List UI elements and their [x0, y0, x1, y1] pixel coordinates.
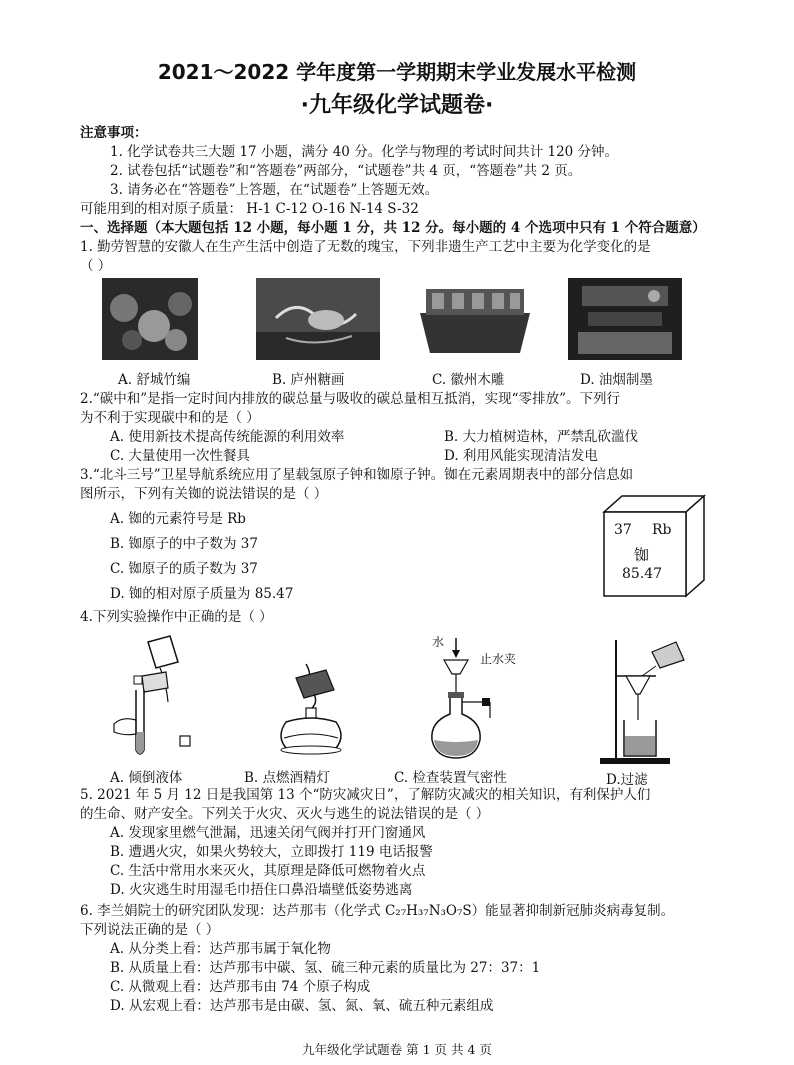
q5-option-c: C. 生活中常用水来灭火，其原理是降低可燃物着火点	[110, 863, 426, 879]
q1-image-ink-making	[568, 278, 682, 360]
q1-option-d: D. 油烟制墨	[580, 372, 653, 388]
q4-option-a: A. 倾倒液体	[110, 770, 183, 786]
q2-option-d: D. 利用风能实现清洁发电	[444, 448, 598, 464]
exam-subtitle: ·九年级化学试题卷·	[300, 93, 494, 118]
q6-option-b: B. 从质量上看：达芦那韦中碳、氢、硫三种元素的质量比为 27：37：1	[110, 960, 541, 976]
notice-item-2: 2. 试卷包括“试题卷”和“答题卷”两部分，“试题卷”共 4 页，“答题卷”共 2 页。	[110, 163, 582, 179]
q4-label-water: 水	[432, 635, 445, 649]
q3-stem-line2: 图所示，下列有关铷的说法错误的是（ ）	[80, 486, 328, 502]
element-symbol: Rb	[652, 522, 672, 538]
q2-option-c: C. 大量使用一次性餐具	[110, 448, 250, 464]
q4-option-c: C. 检查装置气密性	[394, 770, 507, 786]
element-atomic-mass: 85.47	[622, 566, 663, 582]
q4-label-clamp: 止水夹	[480, 652, 517, 666]
q4-image-lighting-lamp	[266, 660, 356, 764]
q4-option-d: D.过滤	[606, 772, 648, 788]
q1-image-bamboo-weaving	[102, 278, 198, 360]
q1-image-sugar-painting	[256, 278, 380, 360]
rubidium-element-cube	[600, 494, 710, 603]
notice-item-1: 1. 化学试卷共三大题 17 小题，满分 40 分。化学与物理的考试时间共计 120 分钟。	[110, 144, 619, 160]
page-footer: 九年级化学试题卷 第 1 页 共 4 页	[302, 1042, 492, 1057]
q1-option-a: A. 舒城竹编	[118, 372, 191, 388]
q4-image-pouring-liquid	[108, 632, 208, 766]
q5-option-b: B. 遭遇火灾，如果火势较大，立即拨打 119 电话报警	[110, 844, 433, 860]
atomic-masses: 可能用到的相对原子质量： H-1 C-12 O-16 N-14 S-32	[80, 201, 419, 217]
q4-option-b: B. 点燃酒精灯	[244, 770, 331, 786]
q3-option-a: A. 铷的元素符号是 Rb	[110, 511, 246, 527]
notice-heading: 注意事项：	[80, 125, 148, 141]
q3-stem-line1: 3.“北斗三号”卫星导航系统应用了星载氢原子钟和铷原子钟。铷在元素周期表中的部分信息如	[80, 467, 634, 483]
q1-stem-line2: （ ）	[80, 258, 112, 274]
q1-option-b: B. 庐州糖画	[272, 372, 345, 388]
q5-stem-line1: 5. 2021 年 5 月 12 日是我国第 13 个“防灾减灾日”，了解防灾减灾的相关知识，有利保护人们	[80, 787, 651, 803]
q2-stem-line2: 为不利于实现碳中和的是（ ）	[80, 410, 260, 426]
q1-image-wood-carving	[416, 283, 534, 359]
q1-option-c: C. 徽州木雕	[432, 372, 505, 388]
q2-option-b: B. 大力植树造林，严禁乱砍滥伐	[444, 429, 639, 445]
q1-stem-line1: 1. 勤劳智慧的安徽人在生产生活中创造了无数的瑰宝，下列非遗生产工艺中主要为化学变化的是	[80, 239, 651, 255]
q5-stem-line2: 的生命、财产安全。下列关于火灾、灭火与逃生的说法错误的是（ ）	[80, 806, 490, 822]
notice-item-3: 3. 请务必在“答题卷”上答题，在“试题卷”上答题无效。	[110, 182, 439, 198]
q3-option-d: D. 铷的相对原子质量为 85.47	[110, 586, 294, 602]
q3-option-c: C. 铷原子的质子数为 37	[110, 561, 258, 577]
q5-option-a: A. 发现家里燃气泄漏，迅速关闭气阀并打开门窗通风	[110, 825, 426, 841]
q6-stem-line1: 6. 李兰娟院士的研究团队发现：达芦那韦（化学式 C₂₇H₃₇N₃O₇S）能显著抑制新冠肺炎病毒复制。	[80, 903, 675, 919]
q6-option-c: C. 从微观上看：达芦那韦由 74 个原子构成	[110, 979, 371, 995]
q4-image-filtration	[596, 636, 696, 770]
q5-option-d: D. 火灾逃生时用湿毛巾捂住口鼻沿墙壁低姿势逃离	[110, 882, 413, 898]
q4-stem: 4.下列实验操作中正确的是（ ）	[80, 609, 273, 625]
element-name: 铷	[634, 546, 650, 564]
q6-option-d: D. 从宏观上看：达芦那韦是由碳、氢、氮、氧、硫五种元素组成	[110, 998, 494, 1014]
section1-heading: 一、选择题（本大题包括 12 小题，每小题 1 分，共 12 分。每小题的 4 个选项中只有 1 个符合题意）	[80, 220, 706, 236]
q6-option-a: A. 从分类上看：达芦那韦属于氧化物	[110, 941, 331, 957]
q3-option-b: B. 铷原子的中子数为 37	[110, 536, 258, 552]
element-atomic-number: 37	[614, 522, 632, 538]
q2-stem-line1: 2.“碳中和”是指一定时间内排放的碳总量与吸收的碳总量相互抵消，实现“零排放”。下列行	[80, 391, 620, 407]
exam-title: 2021～2022 学年度第一学期期末学业发展水平检测	[157, 60, 637, 84]
q6-stem-line2: 下列说法正确的是（ ）	[80, 922, 220, 938]
q2-option-a: A. 使用新技术提高传统能源的利用效率	[110, 429, 345, 445]
